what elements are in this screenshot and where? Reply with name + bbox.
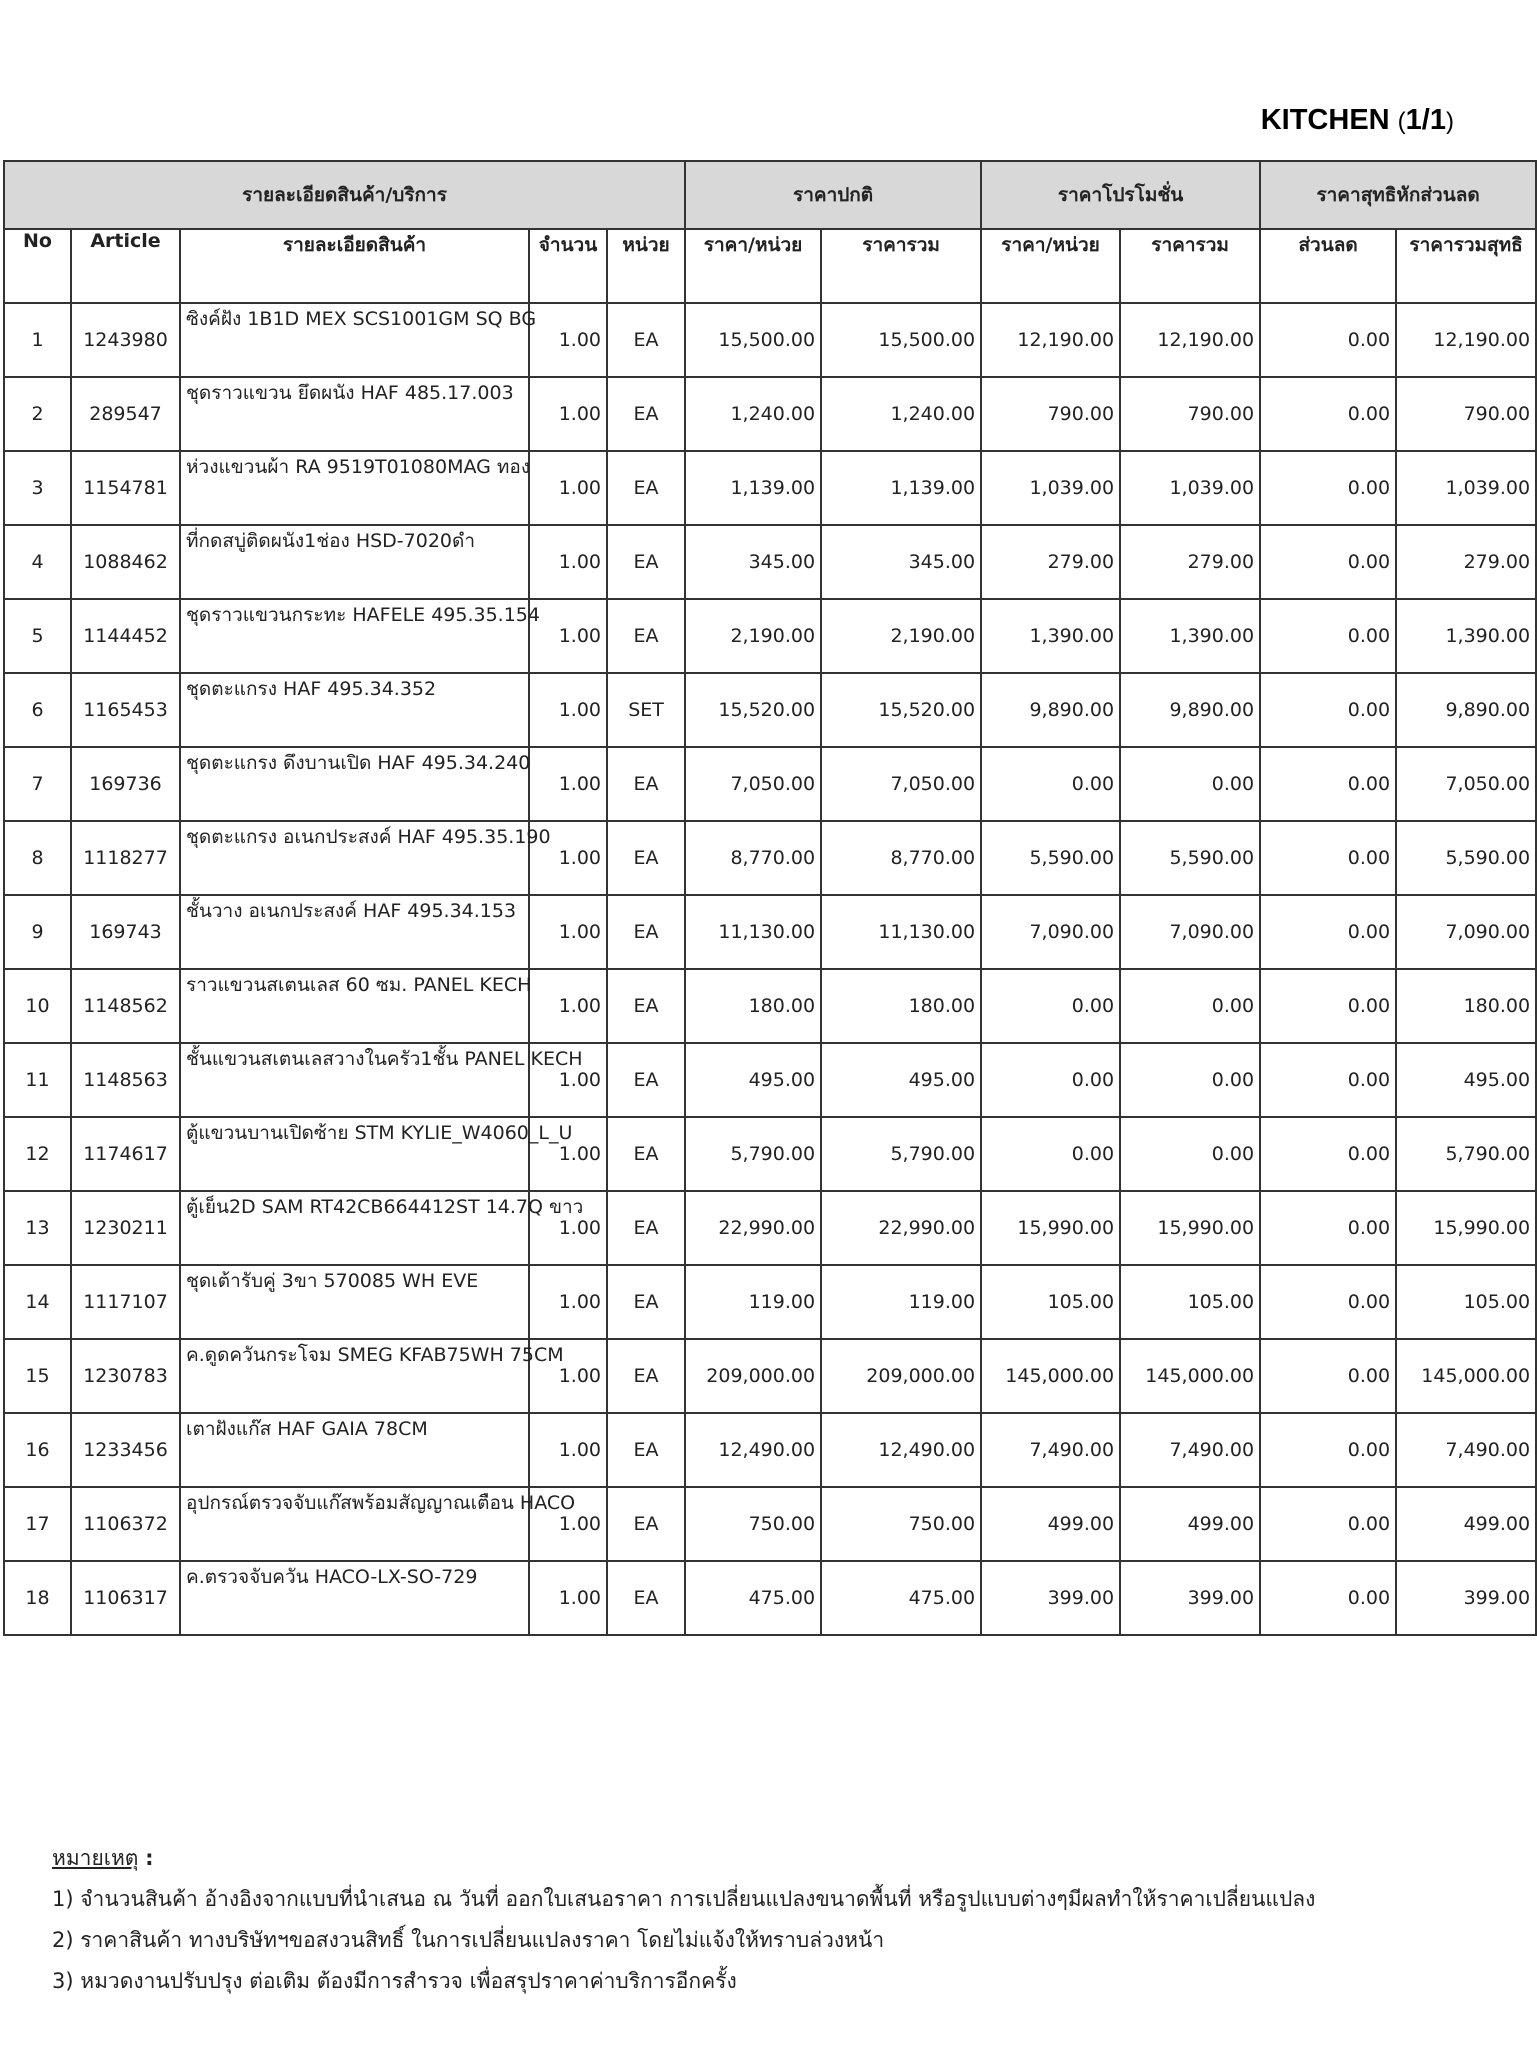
net-total: 15,990.00 [1396,1191,1536,1265]
article-code: 1230783 [71,1339,180,1413]
net-total: 7,490.00 [1396,1413,1536,1487]
table-row [4,1117,1536,1191]
total-price: 7,050.00 [821,747,981,821]
total-price: 1,240.00 [821,377,981,451]
quantity: 1.00 [529,1487,607,1561]
quantity: 1.00 [529,895,607,969]
unit: EA [607,451,685,525]
discount: 0.00 [1260,377,1396,451]
unit-price: 1,240.00 [685,377,821,451]
total-price: 345.00 [821,525,981,599]
promo-total: 0.00 [1120,969,1260,1043]
table-row [4,303,1536,377]
promo-unit-price: 1,039.00 [981,451,1120,525]
total-price: 119.00 [821,1265,981,1339]
discount: 0.00 [1260,747,1396,821]
table-row [4,451,1536,525]
total-price: 2,190.00 [821,599,981,673]
quantity: 1.00 [529,599,607,673]
discount: 0.00 [1260,525,1396,599]
col-header-unit-price: ราคา/หน่วย [685,229,821,303]
promo-total: 0.00 [1120,747,1260,821]
table-row [4,747,1536,821]
promo-total: 5,590.00 [1120,821,1260,895]
group-header-row [4,161,1536,229]
promo-unit-price: 9,890.00 [981,673,1120,747]
total-price: 12,490.00 [821,1413,981,1487]
promo-total: 0.00 [1120,1043,1260,1117]
row-number: 5 [4,599,71,673]
discount: 0.00 [1260,451,1396,525]
unit-price: 345.00 [685,525,821,599]
total-price: 8,770.00 [821,821,981,895]
page-title [1261,104,1454,137]
promo-total: 790.00 [1120,377,1260,451]
table-row [4,1413,1536,1487]
total-price: 22,990.00 [821,1191,981,1265]
col-header-total: ราคารวม [821,229,981,303]
discount: 0.00 [1260,1117,1396,1191]
item-description: ค.ดูดควันกระโจม SMEG KFAB75WH 75CM [180,1339,529,1413]
item-description: ตู้แขวนบานเปิดซ้าย STM KYLIE_W4060_L_U [180,1117,529,1191]
net-total: 5,590.00 [1396,821,1536,895]
article-code: 1148563 [71,1043,180,1117]
row-number: 13 [4,1191,71,1265]
article-code: 169736 [71,747,180,821]
row-number: 11 [4,1043,71,1117]
item-description: ชั้นวาง อเนกประสงค์ HAF 495.34.153 [180,895,529,969]
promo-total: 12,190.00 [1120,303,1260,377]
total-price: 15,520.00 [821,673,981,747]
unit-price: 22,990.00 [685,1191,821,1265]
quantity: 1.00 [529,525,607,599]
net-total: 5,790.00 [1396,1117,1536,1191]
table-row [4,1339,1536,1413]
article-code: 289547 [71,377,180,451]
item-description: อุปกรณ์ตรวจจับแก๊สพร้อมสัญญาณเตือน HACO [180,1487,529,1561]
promo-unit-price: 0.00 [981,1043,1120,1117]
unit: EA [607,821,685,895]
discount: 0.00 [1260,303,1396,377]
total-price: 5,790.00 [821,1117,981,1191]
table-row [4,1191,1536,1265]
promo-total: 9,890.00 [1120,673,1260,747]
title-text: KITCHEN [1260,104,1390,136]
row-number: 18 [4,1561,71,1635]
item-description: ห่วงแขวนผ้า RA 9519T01080MAG ทอง [180,451,529,525]
item-description: ราวแขวนสเตนเลส 60 ซม. PANEL KECH [180,969,529,1043]
unit: EA [607,1117,685,1191]
quantity: 1.00 [529,969,607,1043]
item-description: ค.ตรวจจับควัน HACO-LX-SO-729 [180,1561,529,1635]
row-number: 9 [4,895,71,969]
net-total: 180.00 [1396,969,1536,1043]
net-total: 105.00 [1396,1265,1536,1339]
col-header-article: Article [71,229,180,303]
promo-unit-price: 5,590.00 [981,821,1120,895]
discount: 0.00 [1260,821,1396,895]
net-total: 790.00 [1396,377,1536,451]
item-description: ชุดราวแขวนกระทะ HAFELE 495.35.154 [180,599,529,673]
quantity: 1.00 [529,1117,607,1191]
table-row [4,673,1536,747]
unit-price: 119.00 [685,1265,821,1339]
total-price: 15,500.00 [821,303,981,377]
quantity: 1.00 [529,1265,607,1339]
table-row [4,599,1536,673]
table-row [4,895,1536,969]
promo-unit-price: 279.00 [981,525,1120,599]
quantity: 1.00 [529,1043,607,1117]
unit-price: 2,190.00 [685,599,821,673]
promo-unit-price: 12,190.00 [981,303,1120,377]
promo-unit-price: 0.00 [981,1117,1120,1191]
unit-price: 15,520.00 [685,673,821,747]
table-row [4,525,1536,599]
net-total: 145,000.00 [1396,1339,1536,1413]
quantity: 1.00 [529,747,607,821]
quantity: 1.00 [529,377,607,451]
net-total: 499.00 [1396,1487,1536,1561]
promo-total: 499.00 [1120,1487,1260,1561]
discount: 0.00 [1260,1561,1396,1635]
row-number: 12 [4,1117,71,1191]
promo-unit-price: 790.00 [981,377,1120,451]
unit: EA [607,1413,685,1487]
net-total: 1,039.00 [1396,451,1536,525]
row-number: 1 [4,303,71,377]
promo-unit-price: 105.00 [981,1265,1120,1339]
discount: 0.00 [1260,1487,1396,1561]
item-description: ชั้นแขวนสเตนเลสวางในครัว1ชั้น PANEL KECH [180,1043,529,1117]
row-number: 16 [4,1413,71,1487]
unit-price: 209,000.00 [685,1339,821,1413]
promo-unit-price: 499.00 [981,1487,1120,1561]
col-header-qty: จำนวน [529,229,607,303]
discount: 0.00 [1260,1265,1396,1339]
unit-price: 750.00 [685,1487,821,1561]
col-header-discount: ส่วนลด [1260,229,1396,303]
quotation-table [3,160,1537,1636]
row-number: 17 [4,1487,71,1561]
promo-total: 1,390.00 [1120,599,1260,673]
row-number: 7 [4,747,71,821]
discount: 0.00 [1260,1191,1396,1265]
notes-colon: : [145,1846,154,1870]
unit-price: 11,130.00 [685,895,821,969]
item-description: ชุดตะแกรง ดึงบานเปิด HAF 495.34.240 [180,747,529,821]
row-number: 8 [4,821,71,895]
total-price: 180.00 [821,969,981,1043]
net-total: 279.00 [1396,525,1536,599]
col-header-net-total: ราคารวมสุทธิ [1396,229,1536,303]
discount: 0.00 [1260,895,1396,969]
page-indicator: 1/1 [1405,104,1446,136]
net-total: 495.00 [1396,1043,1536,1117]
unit-price: 7,050.00 [685,747,821,821]
col-header-promo-unit-price: ราคา/หน่วย [981,229,1120,303]
row-number: 4 [4,525,71,599]
col-header-description: รายละเอียดสินค้า [180,229,529,303]
quantity: 1.00 [529,303,607,377]
total-price: 750.00 [821,1487,981,1561]
quantity: 1.00 [529,673,607,747]
net-total: 12,190.00 [1396,303,1536,377]
unit-price: 15,500.00 [685,303,821,377]
promo-unit-price: 0.00 [981,747,1120,821]
article-code: 1148562 [71,969,180,1043]
promo-total: 145,000.00 [1120,1339,1260,1413]
total-price: 209,000.00 [821,1339,981,1413]
promo-total: 0.00 [1120,1117,1260,1191]
quantity: 1.00 [529,821,607,895]
discount: 0.00 [1260,1043,1396,1117]
row-number: 15 [4,1339,71,1413]
article-code: 1174617 [71,1117,180,1191]
unit: EA [607,969,685,1043]
discount: 0.00 [1260,1339,1396,1413]
promo-unit-price: 7,090.00 [981,895,1120,969]
group-header-regular-price: ราคาปกติ [685,161,981,229]
discount: 0.00 [1260,969,1396,1043]
unit-price: 1,139.00 [685,451,821,525]
group-header-details: รายละเอียดสินค้า/บริการ [4,161,685,229]
discount: 0.00 [1260,1413,1396,1487]
column-header-row [4,229,1536,303]
total-price: 11,130.00 [821,895,981,969]
unit: EA [607,1339,685,1413]
promo-unit-price: 15,990.00 [981,1191,1120,1265]
discount: 0.00 [1260,599,1396,673]
unit-price: 180.00 [685,969,821,1043]
table-row [4,969,1536,1043]
col-header-no: No [4,229,71,303]
col-header-unit: หน่วย [607,229,685,303]
table-row [4,1265,1536,1339]
total-price: 495.00 [821,1043,981,1117]
article-code: 1117107 [71,1265,180,1339]
promo-total: 279.00 [1120,525,1260,599]
unit-price: 12,490.00 [685,1413,821,1487]
unit: EA [607,1561,685,1635]
article-code: 1118277 [71,821,180,895]
promo-unit-price: 145,000.00 [981,1339,1120,1413]
item-description: ชุดตะแกรง อเนกประสงค์ HAF 495.35.190 [180,821,529,895]
article-code: 1243980 [71,303,180,377]
notes-heading: หมายเหตุ [52,1846,139,1870]
article-code: 169743 [71,895,180,969]
group-header-promo-price: ราคาโปรโมชั่น [981,161,1260,229]
promo-unit-price: 399.00 [981,1561,1120,1635]
promo-unit-price: 1,390.00 [981,599,1120,673]
unit-price: 5,790.00 [685,1117,821,1191]
article-code: 1165453 [71,673,180,747]
table-row [4,821,1536,895]
page-paren-close: ) [1446,108,1454,135]
total-price: 475.00 [821,1561,981,1635]
promo-unit-price: 7,490.00 [981,1413,1120,1487]
promo-total: 399.00 [1120,1561,1260,1635]
quantity: 1.00 [529,1191,607,1265]
article-code: 1088462 [71,525,180,599]
quantity: 1.00 [529,451,607,525]
item-description: ซิงค์ฝัง 1B1D MEX SCS1001GM SQ BG [180,303,529,377]
promo-total: 15,990.00 [1120,1191,1260,1265]
quantity: 1.00 [529,1339,607,1413]
unit-price: 475.00 [685,1561,821,1635]
article-code: 1144452 [71,599,180,673]
unit-price: 8,770.00 [685,821,821,895]
net-total: 399.00 [1396,1561,1536,1635]
quantity: 1.00 [529,1413,607,1487]
unit: EA [607,525,685,599]
table-row [4,1561,1536,1635]
promo-total: 7,490.00 [1120,1413,1260,1487]
unit: EA [607,747,685,821]
promo-total: 105.00 [1120,1265,1260,1339]
net-total: 9,890.00 [1396,673,1536,747]
note-line-1: 1) จำนวนสินค้า อ้างอิงจากแบบที่นำเสนอ ณ วันที่ ออกใบเสนอราคา การเปลี่ยนแปลงขนาดพื้นที่ หรือรูปแบบต่างๆมีผลทำให้ราคาเปลี่ยนแปลง [52,1887,1316,1911]
group-header-net-price: ราคาสุทธิหักส่วนลด [1260,161,1536,229]
table-row [4,1487,1536,1561]
row-number: 10 [4,969,71,1043]
net-total: 7,090.00 [1396,895,1536,969]
note-line-2: 2) ราคาสินค้า ทางบริษัทฯขอสงวนสิทธิ์ ในการเปลี่ยนแปลงราคา โดยไม่แจ้งให้ทราบล่วงหน้า [52,1928,885,1952]
page-paren-open: ( [1397,108,1406,135]
row-number: 6 [4,673,71,747]
row-number: 14 [4,1265,71,1339]
unit: EA [607,1487,685,1561]
unit: EA [607,599,685,673]
item-description: ชุดเต้ารับคู่ 3ขา 570085 WH EVE [180,1265,529,1339]
net-total: 1,390.00 [1396,599,1536,673]
discount: 0.00 [1260,673,1396,747]
promo-total: 1,039.00 [1120,451,1260,525]
item-description: เตาฝังแก๊ส HAF GAIA 78CM [180,1413,529,1487]
item-description: ที่กดสบู่ติดผนัง1ช่อง HSD-7020ดำ [180,525,529,599]
net-total: 7,050.00 [1396,747,1536,821]
item-description: ชุดราวแขวน ยึดผนัง HAF 485.17.003 [180,377,529,451]
table-body [4,303,1536,1635]
unit: EA [607,1043,685,1117]
item-description: ตู้เย็น2D SAM RT42CB664412ST 14.7Q ขาว [180,1191,529,1265]
col-header-promo-total: ราคารวม [1120,229,1260,303]
unit: SET [607,673,685,747]
total-price: 1,139.00 [821,451,981,525]
promo-total: 7,090.00 [1120,895,1260,969]
quantity: 1.00 [529,1561,607,1635]
table-row [4,1043,1536,1117]
unit: EA [607,1191,685,1265]
article-code: 1106372 [71,1487,180,1561]
row-number: 3 [4,451,71,525]
article-code: 1230211 [71,1191,180,1265]
row-number: 2 [4,377,71,451]
notes-section [52,1838,1492,2002]
unit: EA [607,1265,685,1339]
unit-price: 495.00 [685,1043,821,1117]
notes-heading-line [52,1838,1492,1879]
item-description: ชุดตะแกรง HAF 495.34.352 [180,673,529,747]
note-line-3: 3) หมวดงานปรับปรุง ต่อเติม ต้องมีการสำรวจ เพื่อสรุปราคาค่าบริการอีกครั้ง [52,1969,737,1993]
promo-unit-price: 0.00 [981,969,1120,1043]
unit: EA [607,377,685,451]
article-code: 1233456 [71,1413,180,1487]
unit: EA [607,303,685,377]
unit: EA [607,895,685,969]
table-row [4,377,1536,451]
article-code: 1106317 [71,1561,180,1635]
article-code: 1154781 [71,451,180,525]
